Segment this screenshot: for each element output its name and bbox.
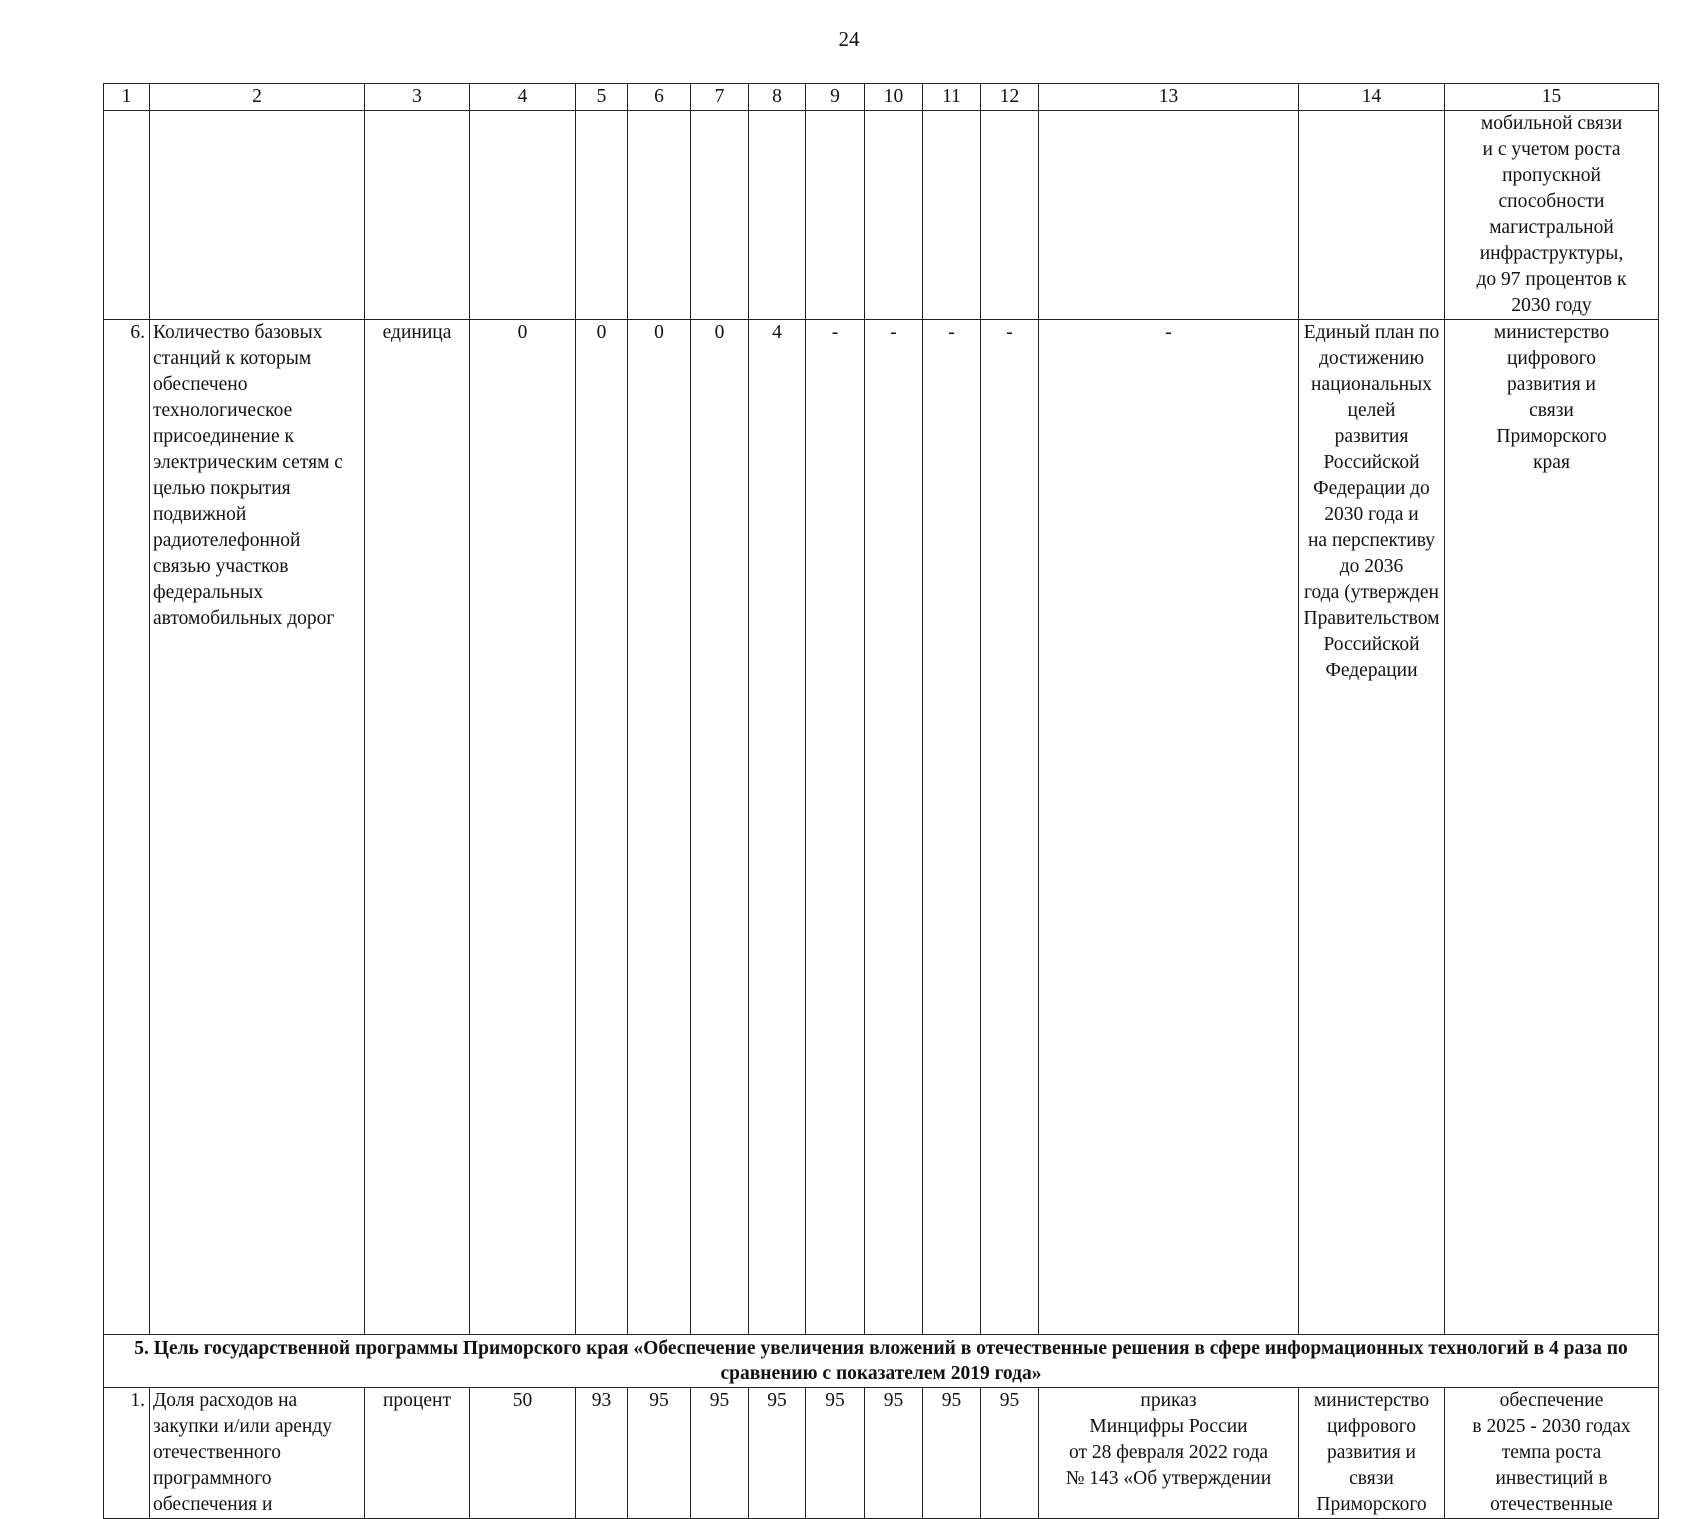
unit-cell: единица [365, 320, 470, 1335]
indicator-name: Доля расходов на закупки и/или аренду отечественного программного обеспечения и [150, 1388, 365, 1519]
column-header: 12 [981, 84, 1039, 111]
expected-result-cell: обеспечение в 2025 - 2030 годах темпа роста инвестиций в отечественные [1445, 1388, 1659, 1519]
value-cell: 93 [576, 1388, 628, 1519]
value-cell: 95 [628, 1388, 691, 1519]
column-header: 15 [1445, 84, 1659, 111]
value-cell: - [1039, 320, 1299, 1335]
column-header: 11 [923, 84, 981, 111]
value-cell: - [923, 320, 981, 1335]
section-heading-row [104, 1335, 1659, 1388]
column-header: 3 [365, 84, 470, 111]
page-number: 24 [838, 27, 860, 51]
table-row-indicator-6 [104, 320, 1659, 1335]
value-cell: 95 [806, 1388, 865, 1519]
basis-document-cell: приказ Минцифры России от 28 февраля 2022 года № 143 «Об утверждении [1039, 1388, 1299, 1519]
value-cell: 0 [628, 320, 691, 1335]
column-header: 4 [470, 84, 576, 111]
column-header: 9 [806, 84, 865, 111]
value-cell: 50 [470, 1388, 576, 1519]
indicator-name: Количество базовых станций к которым обеспечено технологическое присоединение к электрическим сетям с целью покрытия подвижной радиотелефонной связью участков федеральных автомобильных дорог [150, 320, 365, 1335]
column-header: 5 [576, 84, 628, 111]
column-header: 6 [628, 84, 691, 111]
value-cell: 95 [981, 1388, 1039, 1519]
column-header: 1 [104, 84, 150, 111]
column-header: 14 [1299, 84, 1445, 111]
column-header: 13 [1039, 84, 1299, 111]
value-cell: 95 [691, 1388, 749, 1519]
column-header: 2 [150, 84, 365, 111]
column-header: 7 [691, 84, 749, 111]
value-cell: - [806, 320, 865, 1335]
value-cell: - [865, 320, 923, 1335]
table-row-indicator-1 [104, 1388, 1659, 1519]
responsible-cell: министерство цифрового развития и связи Приморского [1299, 1388, 1445, 1519]
unit-cell: процент [365, 1388, 470, 1519]
value-cell: 0 [576, 320, 628, 1335]
responsible-cell: министерство цифрового развития и связи Приморского края [1445, 320, 1659, 1335]
table-row-continued [104, 111, 1659, 320]
value-cell: 0 [470, 320, 576, 1335]
value-cell: 95 [749, 1388, 806, 1519]
row-number: 6. [104, 320, 150, 1335]
expected-result-cell: мобильной связи и с учетом роста пропускной способности магистральной инфраструктуры, до 97 процентов к 2030 году [1445, 111, 1659, 320]
value-cell: 95 [923, 1388, 981, 1519]
column-header: 10 [865, 84, 923, 111]
value-cell: 95 [865, 1388, 923, 1519]
column-numbers-row [104, 84, 1659, 111]
indicators-table [103, 83, 1659, 1519]
value-cell: - [981, 320, 1039, 1335]
row-number: 1. [104, 1388, 150, 1519]
section-title: 5. Цель государственной программы Приморского края «Обеспечение увеличения вложений в отечественные решения в сфере информационных технологий в 4 раза по сравнению с показателем 2019 года» [104, 1335, 1659, 1388]
value-cell: 4 [749, 320, 806, 1335]
column-header: 8 [749, 84, 806, 111]
basis-document-cell: Единый план по достижению национальных целей развития Российской Федерации до 2030 года и на перспективу до 2036 года (утвержден Правительством Российской Федерации [1299, 320, 1445, 1335]
value-cell: 0 [691, 320, 749, 1335]
